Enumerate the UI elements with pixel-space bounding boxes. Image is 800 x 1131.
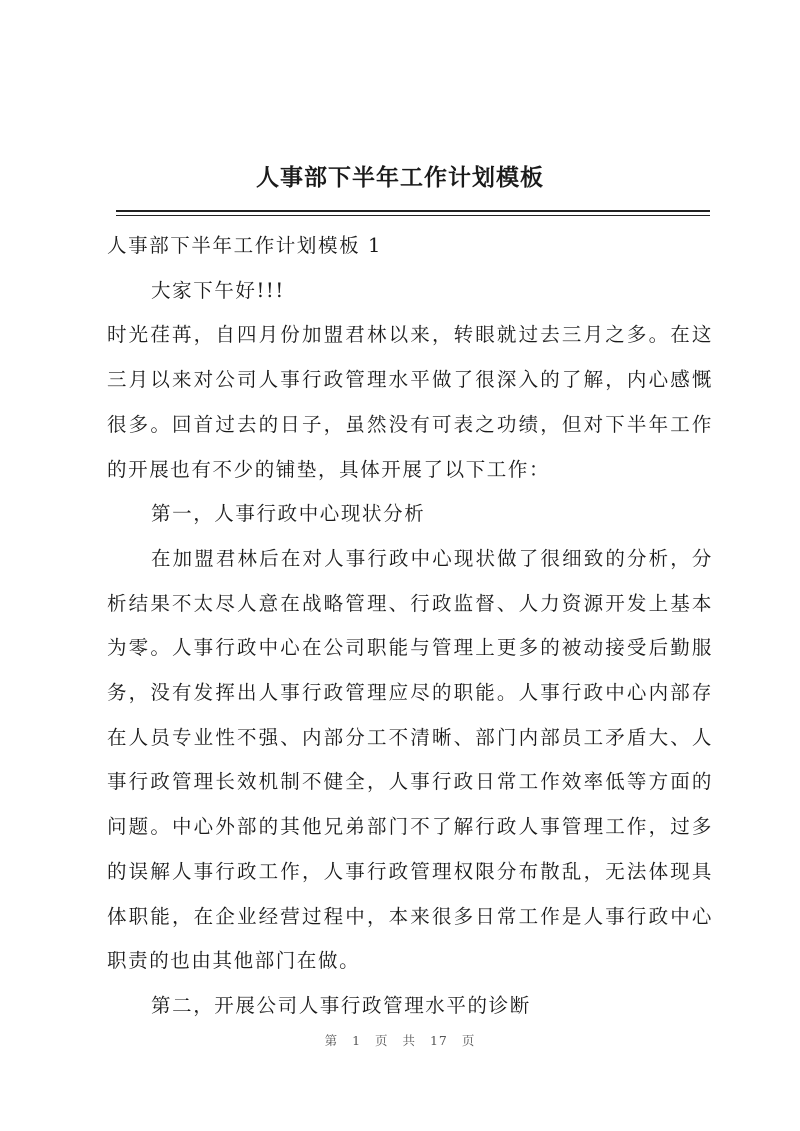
page-title: 人事部下半年工作计划模板	[256, 164, 544, 191]
greeting: 大家下午好!!!	[151, 278, 285, 302]
intro-paragraph: 时光荏苒，自四月份加盟君林以来，转眼就过去三月之多。在这三月以来对公司人事行政管理水平做了很深入的了解，内心感慨很多。回首过去的日子，虽然没有可表之功绩，但对下半年工作的开展也有不少的铺垫，具体开展了以下工作：	[107, 323, 713, 481]
document-subtitle: 人事部下半年工作计划模板 1	[107, 234, 383, 257]
section1-body: 在加盟君林后在对人事行政中心现状做了很细致的分析，分析结果不太尽人意在战略管理、行政监督、人力资源开发上基本为零。人事行政中心在公司职能与管理上更多的被动接受后勤服务，没有发挥出人事行政管理应尽的职能。人事行政中心内部存在人员专业性不强、内部分工不清晰、部门内部员工矛盾大、人事行政管理长效机制不健全，人事行政日常工作效率低等方面的问题。中心外部的其他兄弟部门不了解行政人事管理工作，过多的误解人事行政工作，人事行政管理权限分布散乱，无法体现具体职能，在企业经营过程中，本来很多日常工作是人事行政中心职责的也由其他部门在做。	[107, 546, 713, 973]
page-footer: 第 1 页 共 17 页	[324, 1033, 476, 1048]
document-body	[107, 224, 713, 1029]
section1-heading: 第一，人事行政中心现状分析	[151, 502, 426, 526]
title-divider	[116, 210, 710, 212]
title-divider-thin	[116, 215, 710, 216]
section2-heading: 第二，开展公司人事行政管理水平的诊断	[151, 993, 531, 1017]
